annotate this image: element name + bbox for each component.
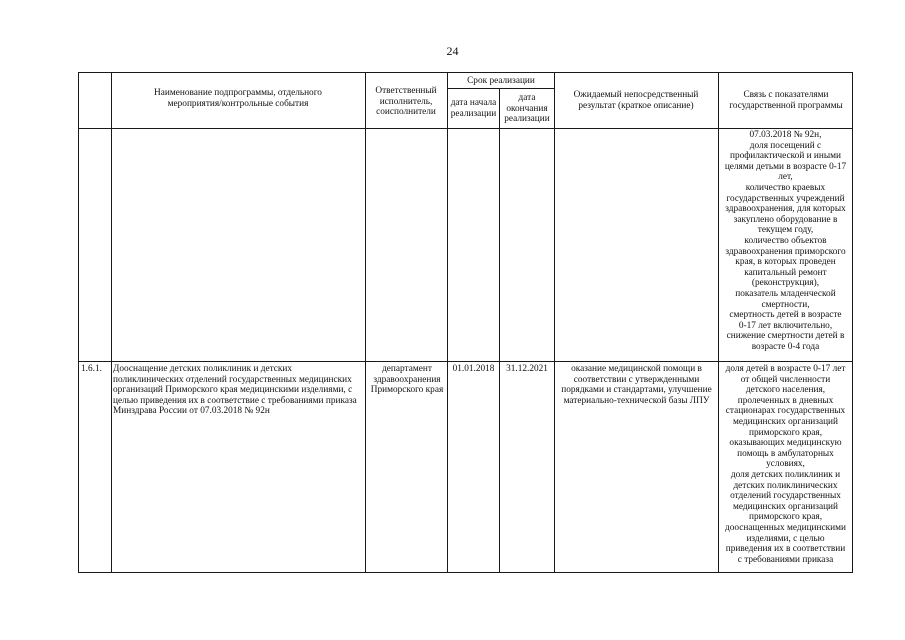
row2-link: доля детей в возрасте 0-17 лет от общей численности детского населения, пролеченных в дневных стационарах государственных медицинских организаций приморского края, оказывающих медицинскую помощь в амбулаторных условиях, доля детских поликлиник и детских поликлинических отделений государственных медицинских организаций приморского края, дооснащенных медицинскими изделиями, с целью приведения их в соответствии с требованиями приказа xyxy=(725,364,846,565)
header-executor: Ответственный исполнитель, соисполнители xyxy=(375,86,437,118)
row2-executor: департамент здравоохранения Приморского края xyxy=(370,364,444,396)
header-result: Ожидаемый непосредственный результат (краткое описание) xyxy=(573,90,699,111)
header-end: дата окончания реализации xyxy=(504,93,550,125)
row2-name: Дооснащение детских поликлиник и детских поликлинических отделений государственных медицинских организаций Приморского края медицинскими изделиями, с целью приведения их в соответствие с требованиями приказа Минздрава России от 07.03.2018 № 92н xyxy=(113,364,357,417)
header-link: Связь с показателями государственной программы xyxy=(729,90,843,111)
header-term: Срок реализации xyxy=(467,76,535,86)
row2-start: 01.01.2018 xyxy=(452,364,495,374)
header-name: Наименование подпрограммы, отдельного мероприятия/контрольные события xyxy=(154,88,322,109)
row2-num: 1.6.1. xyxy=(81,364,102,374)
page-number: 24 xyxy=(446,44,459,58)
header-start: дата начала реализации xyxy=(450,98,497,119)
row1-link: 07.03.2018 № 92н, доля посещений с профилактической и иными целями детьми в возрасте 0-17 лет, количество краевых государственных учреждений здравоохранения, для которых закуплено оборудование в текущем году, количество объектов здравоохранения приморского края, в которых проведен капитальный ремонт (реконструкция), показатель младенческой смертности, смертность детей в возрасте 0-17 лет включительно, снижение смертности детей в возрасте 0-4 года xyxy=(724,130,847,352)
row2-result: оказание медицинской помощи в соответствии с утвержденными порядками и стандартами, улучшение материально-технической базы ЛПУ xyxy=(561,364,712,406)
row2-end: 31.12.2021 xyxy=(506,364,548,374)
